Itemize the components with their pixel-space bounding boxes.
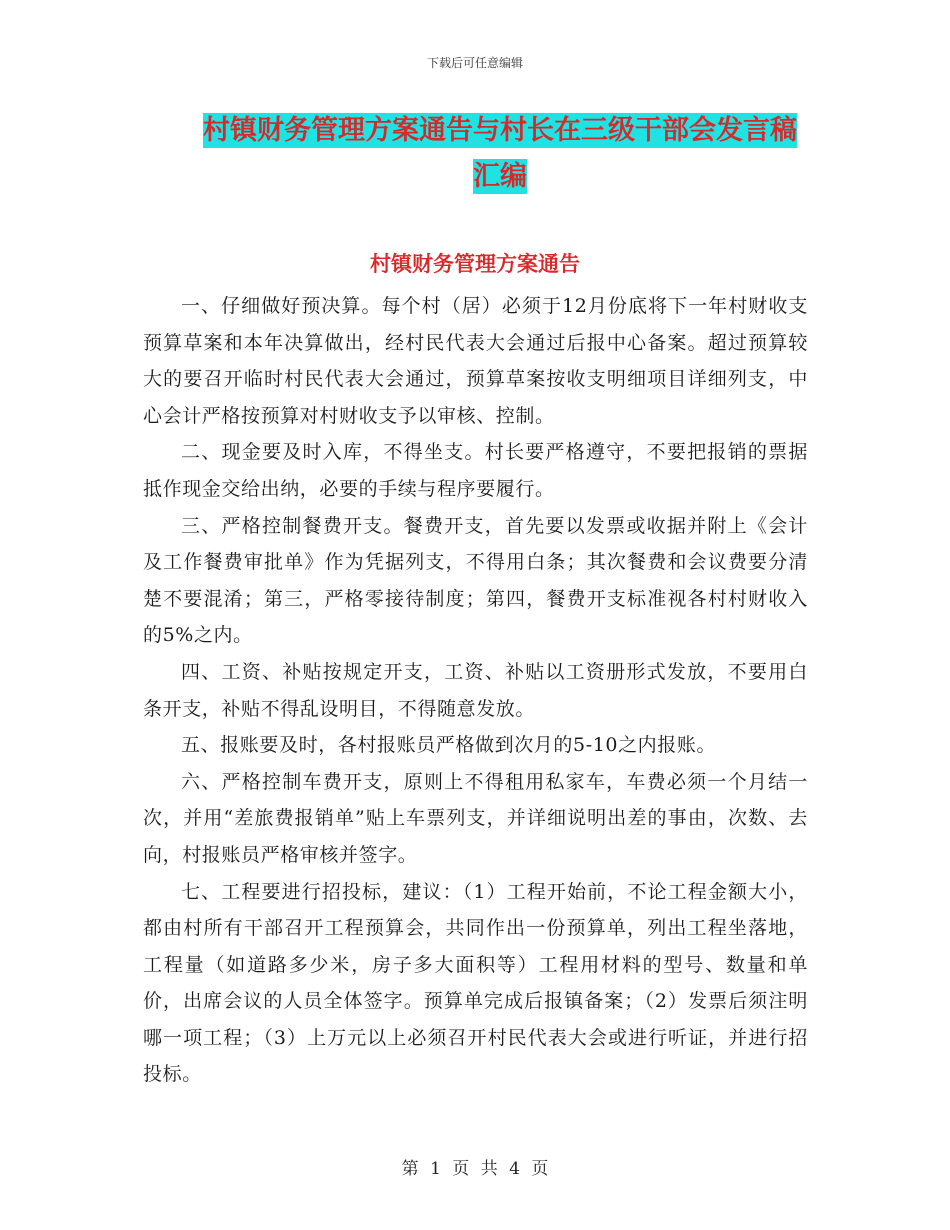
paragraph-3: 三、严格控制餐费开支。餐费开支，首先要以发票或收据并附上《会计及工作餐费审批单》作为凭据列支，不得用白条；其次餐费和会议费要分清楚不要混淆；第三，严格零接待制度；第四，餐费开支标准视各村村财收入的5%之内。 <box>143 514 808 647</box>
paragraph-1: 一、仔细做好预决算。每个村（居）必须于12月份底将下一年村财收支预算草案和本年决算做出，经村民代表大会通过后报中心备案。超过预算较大的要召开临时村民代表大会通过，预算草案按收支明细项目详细列支，中心会计严格按预算对村财收支予以审核、控制。 <box>143 295 808 427</box>
paragraph-6: 六、严格控制车费开支，原则上不得租用私家车，车费必须一个月结一次，并用“差旅费报销单”贴上车票列支，并详细说明出差的事由，次数、去向，村报账员严格审核并签字。 <box>143 770 808 866</box>
document-title <box>190 108 810 200</box>
paragraph-2: 二、现金要及时入库，不得坐支。村长要严格遵守，不要把报销的票据抵作现金交给出纳，必要的手续与程序要履行。 <box>143 441 808 500</box>
paragraph-5: 五、报账要及时，各村报账员严格做到次月的5-10之内报账。 <box>181 734 717 757</box>
section-title: 村镇财务管理方案通告 <box>370 252 580 276</box>
page-footer: 第 1 页 共 4 页 <box>401 1159 549 1179</box>
document-title-text: 村镇财务管理方案通告与村长在三级干部会发言稿汇编 <box>203 115 797 192</box>
paragraph-4: 四、工资、补贴按规定开支，工资、补贴以工资册形式发放，不要用白条开支，补贴不得乱设明目，不得随意发放。 <box>143 660 808 720</box>
page-header-note: 下载后可任意编辑 <box>426 56 523 70</box>
document-body <box>143 288 808 1093</box>
paragraph-7: 七、工程要进行招投标，建议：（1）工程开始前，不论工程金额大小，都由村所有干部召开工程预算会，共同作出一份预算单，列出工程坐落地，工程量（如道路多少米，房子多大面积等）工程用材料的型号、数量和单价，出席会议的人员全体签字。预算单完成后报镇备案；（2）发票后须注明哪一项工程；（3）上万元以上必须召开村民代表大会或进行听证，并进行招投标。 <box>143 880 808 1086</box>
